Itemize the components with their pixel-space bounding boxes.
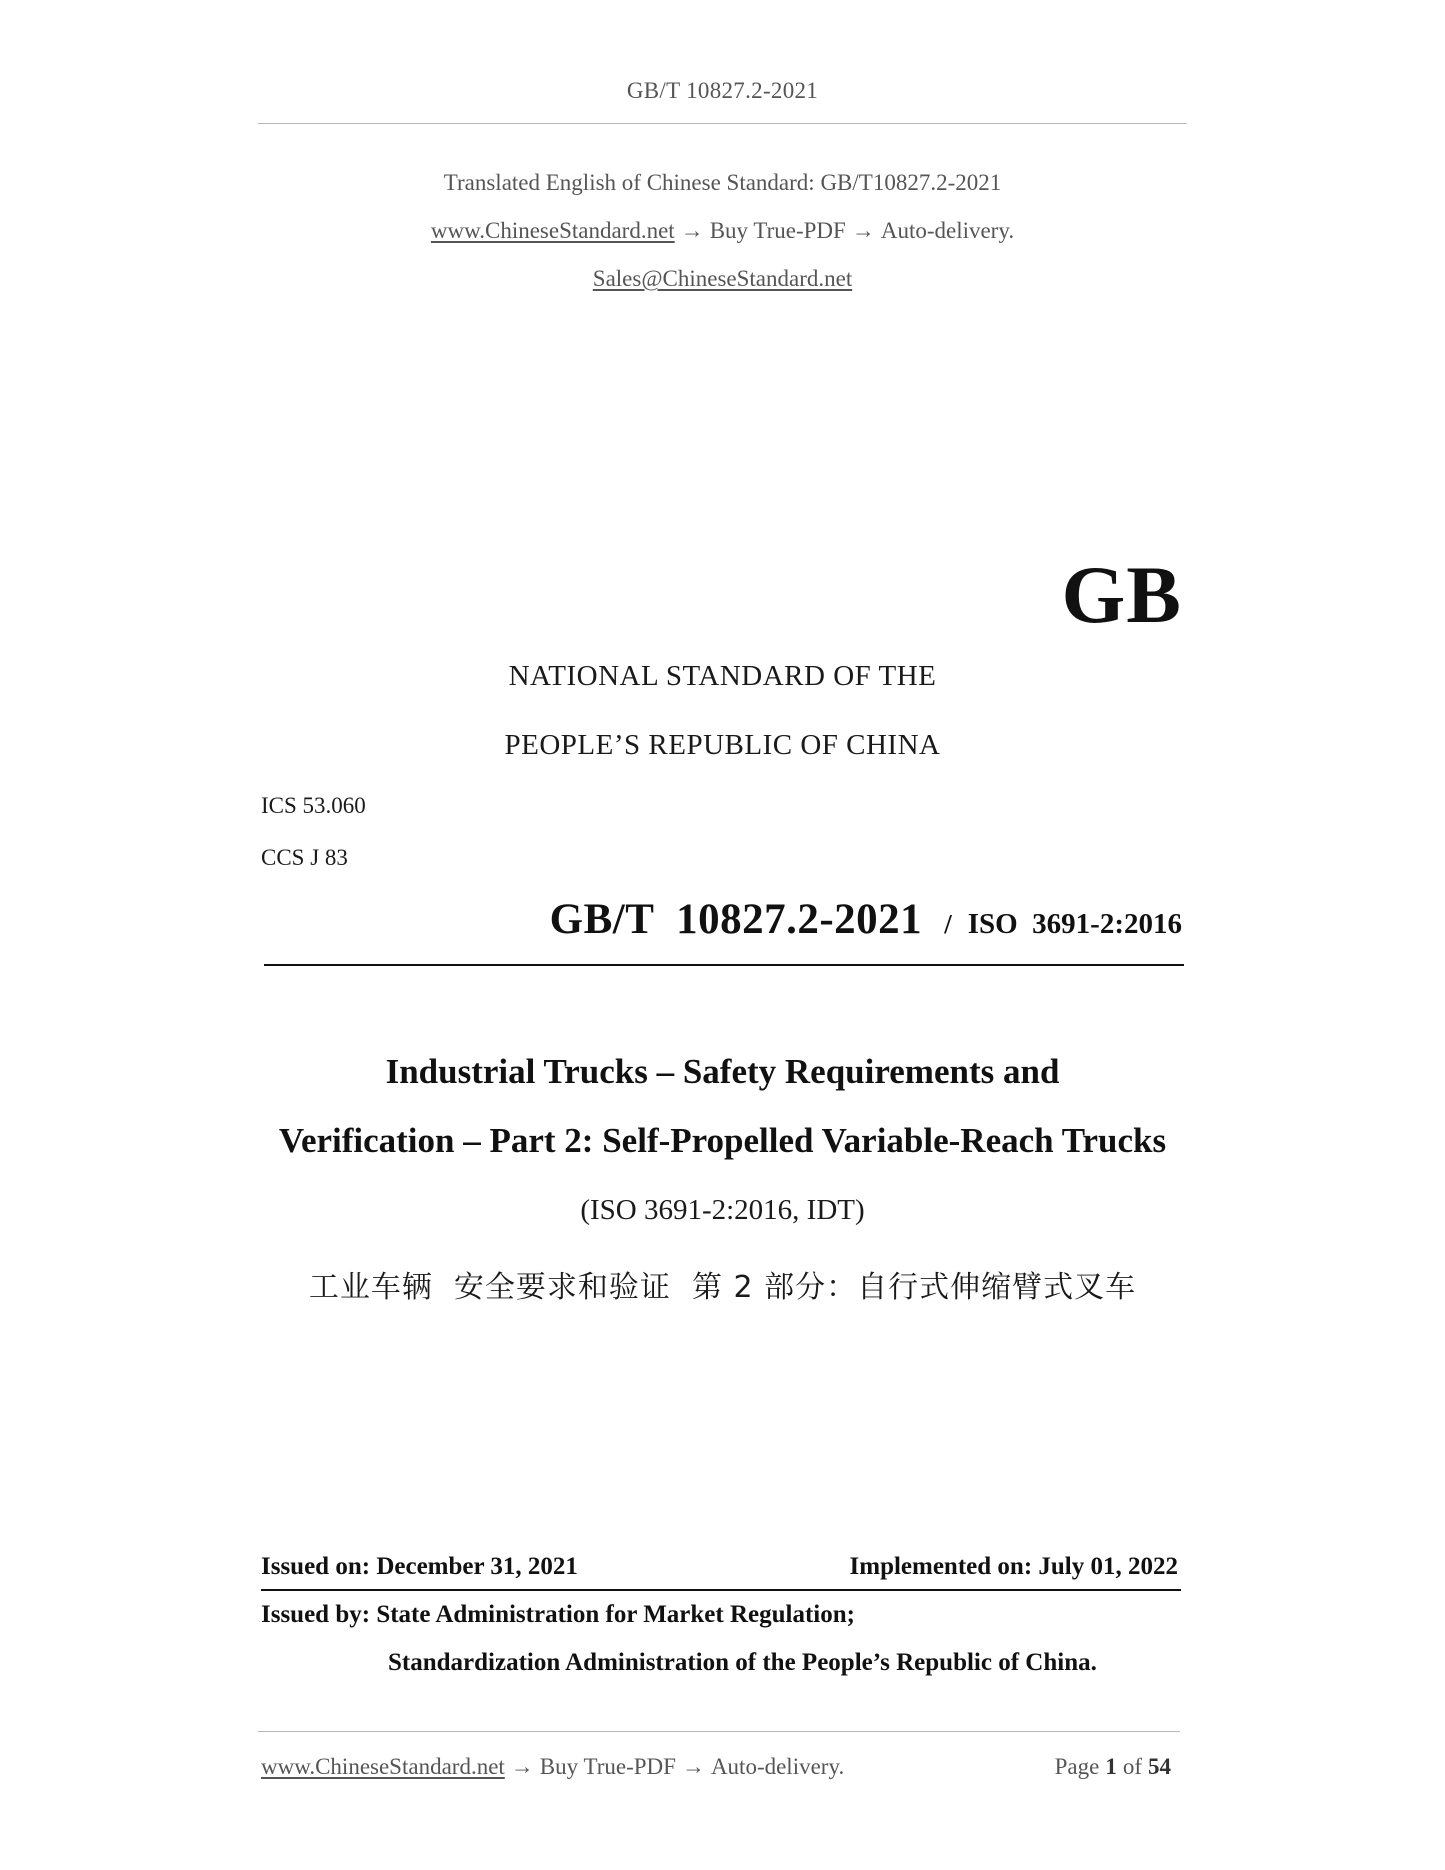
standard-number-row [550, 895, 1182, 944]
page-of: of [1122, 1754, 1142, 1779]
national-standard-line-2: PEOPLE’S REPUBLIC OF CHINA [504, 729, 941, 761]
running-header: GB/T 10827.2-2021 [626, 78, 819, 103]
ics-code: ICS 53.060 [261, 793, 366, 818]
page-indicator [1055, 1754, 1177, 1780]
site-link[interactable]: www.ChineseStandard.net [430, 218, 675, 243]
standard-number: GB/T 10827.2-2021 [549, 896, 923, 943]
issued-by-line-2: Standardization Administration of the People’s Republic of China. [388, 1649, 1097, 1676]
footer-purchase-line [261, 1754, 844, 1780]
footer-buy-text: Buy True-PDF [539, 1754, 676, 1779]
chinese-title: 工业车辆 安全要求和验证 第 2 部分：自行式伸缩臂式叉车 [308, 1270, 1137, 1305]
issued-by-line-1: Issued by: State Administration for Market Regulation; [261, 1601, 855, 1628]
iso-equivalence: (ISO 3691-2:2016, IDT) [580, 1194, 865, 1226]
gb-logo: GB [1061, 549, 1182, 640]
iso-number: ISO 3691-2:2016 [967, 908, 1182, 940]
footer-delivery-text: Auto-delivery. [710, 1754, 845, 1779]
footer-site-link[interactable]: www.ChineseStandard.net [261, 1754, 505, 1779]
arrow-right-icon: → [851, 218, 875, 243]
translation-notice: Translated English of Chinese Standard: GB/T10827.2-2021 [443, 170, 1002, 195]
implemented-on-date: Implemented on: July 01, 2022 [849, 1553, 1178, 1580]
document-title-line-1: Industrial Trucks – Safety Requirements and [385, 1052, 1060, 1091]
ccs-code: CCS J 83 [261, 845, 348, 870]
arrow-right-icon: → [681, 1754, 705, 1779]
arrow-right-icon: → [680, 218, 704, 243]
standard-separator: / [944, 909, 952, 939]
page-current: 1 [1105, 1754, 1117, 1779]
document-title-line-2: Verification – Part 2: Self-Propelled Variable-Reach Trucks [278, 1121, 1167, 1160]
national-standard-line-1: NATIONAL STANDARD OF THE [508, 660, 937, 692]
footer-divider [258, 1731, 1180, 1732]
promo-email-line [0, 266, 1445, 292]
header-divider [258, 123, 1187, 124]
page-total: 54 [1148, 1754, 1171, 1779]
email-link[interactable]: Sales@ChineseStandard.net [592, 266, 853, 291]
delivery-text: Auto-delivery. [880, 218, 1015, 243]
page-label: Page [1054, 1754, 1100, 1779]
issued-on-date: Issued on: December 31, 2021 [261, 1553, 578, 1580]
promo-purchase-line [0, 218, 1445, 244]
arrow-right-icon: → [510, 1754, 534, 1779]
buy-text: Buy True-PDF [709, 218, 846, 243]
dates-divider [261, 1589, 1181, 1591]
standard-number-divider [264, 964, 1184, 966]
